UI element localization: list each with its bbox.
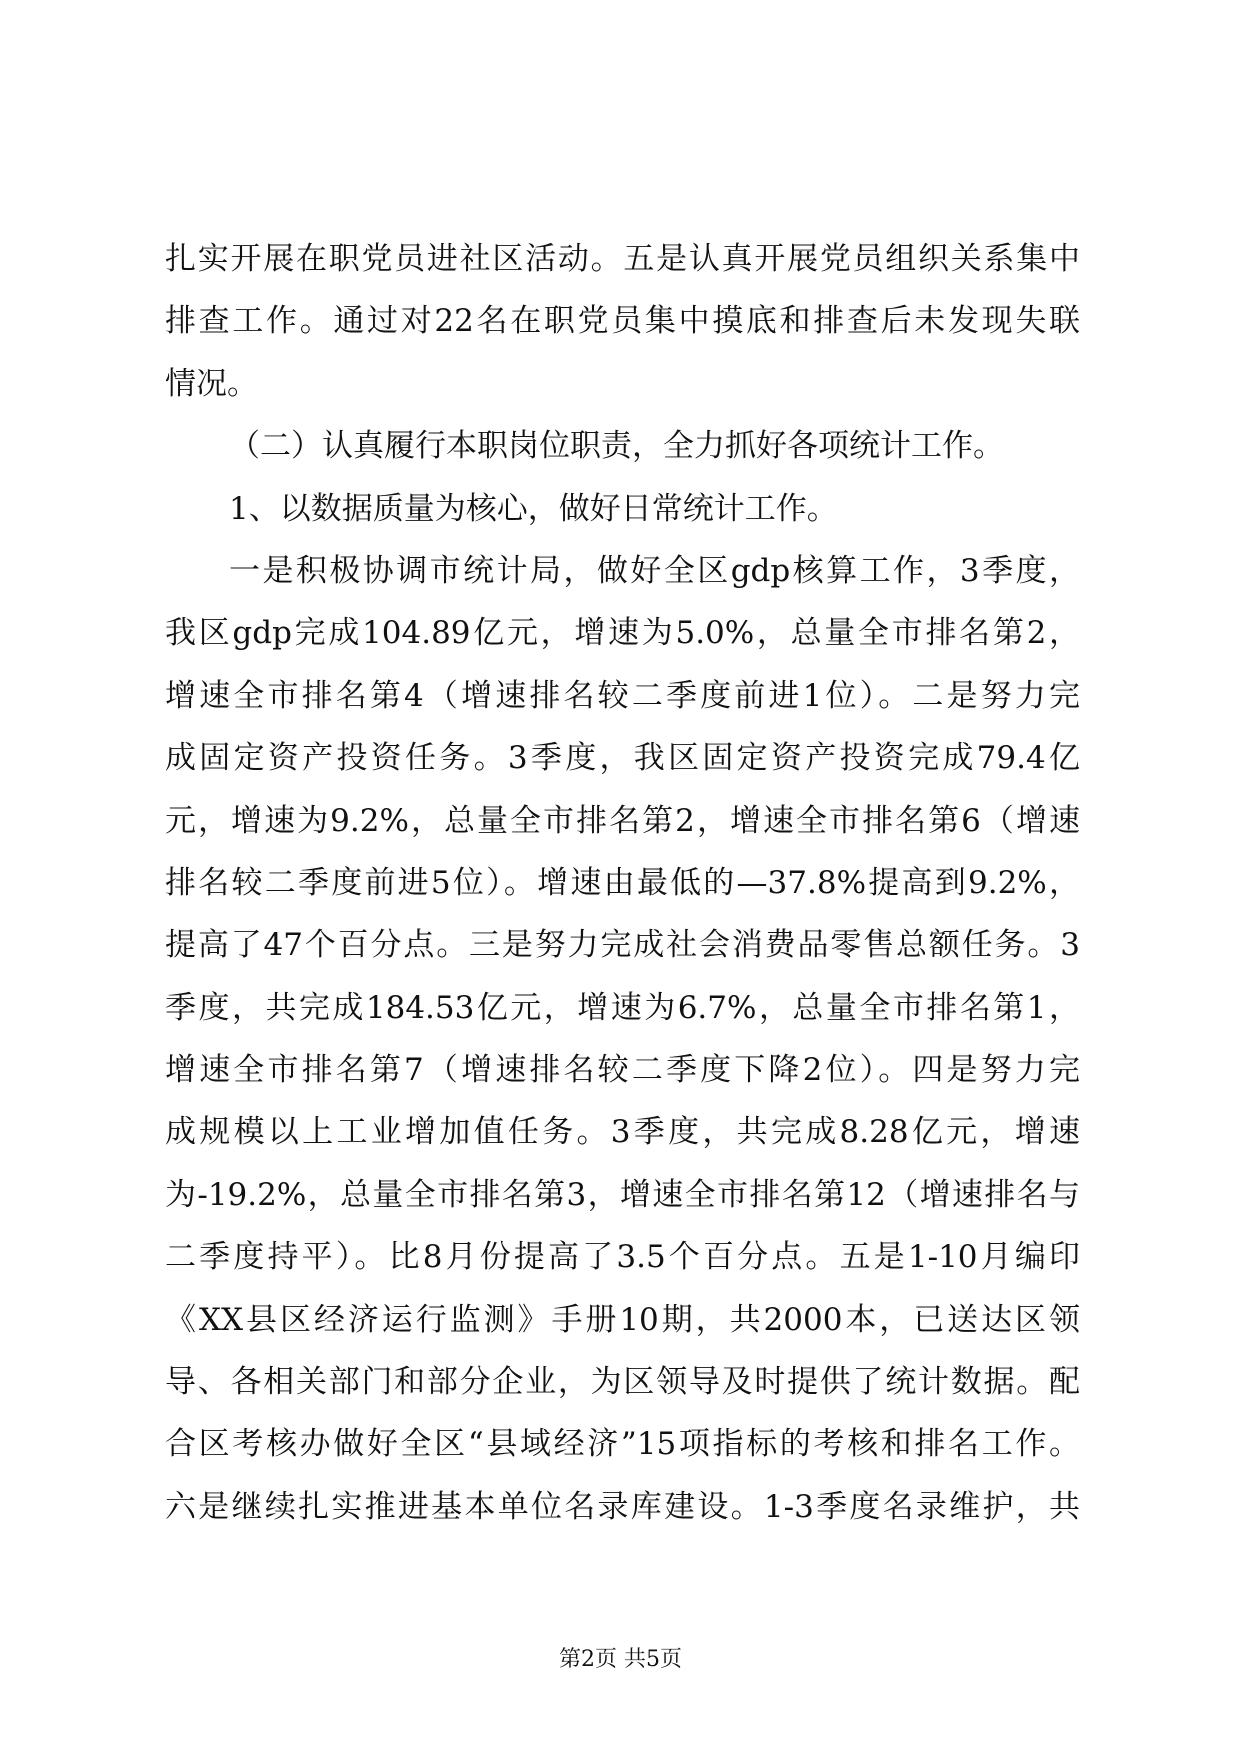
paragraph-line: 扎实开展在职党员进社区活动。五是认真开展党员组织关系集中 (165, 241, 1080, 277)
paragraph-line: 情况。 (165, 365, 258, 402)
paragraph-line: 合区考核办做好全区“县域经济”15项指标的考核和排名工作。 (165, 1426, 1080, 1463)
paragraph-line: 我区gdp完成104.89亿元，增速为5.0%，总量全市排名第2， (165, 615, 1080, 652)
paragraph-line: 元，增速为9.2%，总量全市排名第2，增速全市排名第6（增速 (165, 802, 1080, 839)
body-text (165, 228, 1080, 1538)
paragraph-line: 排查工作。通过对22名在职党员集中摸底和排查后未发现失联 (165, 303, 1080, 340)
paragraph-line: 六是继续扎实推进基本单位名录库建设。1-3季度名录维护，共 (165, 1488, 1080, 1525)
paragraph-line: 增速全市排名第7（增速排名较二季度下降2位）。四是努力完 (165, 1052, 1080, 1089)
subsection-heading: 1、以数据质量为核心，做好日常统计工作。 (229, 490, 838, 527)
paragraph-line: 一是积极协调市统计局，做好全区gdp核算工作，3季度， (229, 552, 1080, 589)
paragraph-line: 成规模以上工业增加值任务。3季度，共完成8.28亿元，增速 (165, 1114, 1080, 1151)
page-number-footer: 第2页 共5页 (559, 1647, 682, 1672)
paragraph-line: 《XX县区经济运行监测》手册10期，共2000本，已送达区领 (165, 1301, 1080, 1338)
paragraph-line: 提高了47个百分点。三是努力完成社会消费品零售总额任务。3 (165, 927, 1080, 964)
paragraph-line: 导、各相关部门和部分企业，为区领导及时提供了统计数据。配 (165, 1364, 1080, 1401)
paragraph-line: 成固定资产投资任务。3季度，我区固定资产投资完成79.4亿 (165, 740, 1080, 777)
paragraph-line: 排名较二季度前进5位）。增速由最低的—37.8%提高到9.2%， (165, 864, 1080, 901)
paragraph-line: 二季度持平）。比8月份提高了3.5个百分点。五是1-10月编印 (165, 1239, 1080, 1276)
paragraph-line: 增速全市排名第4（增速排名较二季度前进1位）。二是努力完 (165, 677, 1080, 714)
paragraph-line: 季度，共完成184.53亿元，增速为6.7%，总量全市排名第1， (165, 989, 1080, 1026)
section-heading: （二）认真履行本职岗位职责，全力抓好各项统计工作。 (229, 428, 1004, 465)
paragraph-line: 为-19.2%，总量全市排名第3，增速全市排名第12（增速排名与 (165, 1176, 1080, 1213)
